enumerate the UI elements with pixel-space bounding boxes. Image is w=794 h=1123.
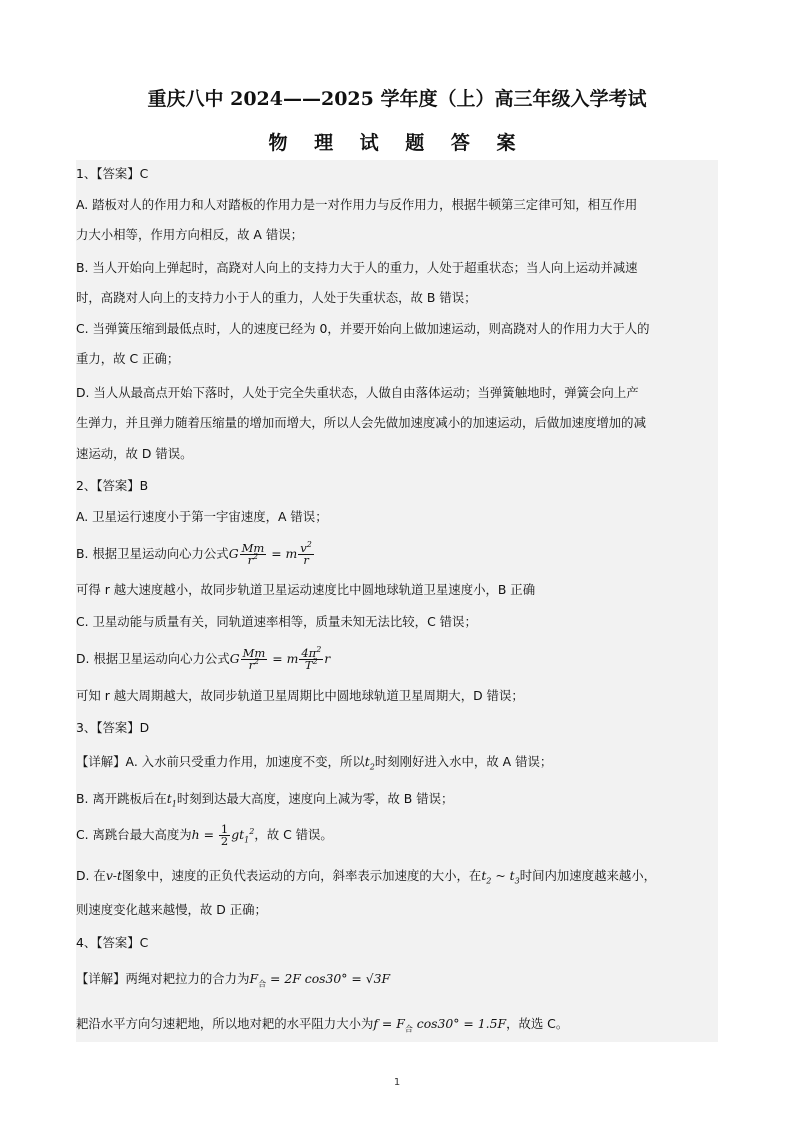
- q4-formula-resultant: $F_合 = 2F$ cos30° = √3F: [249, 971, 391, 989]
- q2-formula-velocity: G $\frac{Mm}{r^2}$ = m $\frac{v^2}{r}$: [228, 539, 312, 567]
- q1-option-d-line2: 生弹力，并且弹力随着压缩量的增加而增大，所以人会先做加速度减小的加速运动，后做加速度增加的减: [76, 415, 646, 430]
- q2-option-c: C. 卫星动能与质量有关，同轨道速率相等，质量未知无法比较，C 错误；: [76, 614, 477, 629]
- q3-option-b-tail: 时刻到达最大高度，速度向上减为零，故 B 错误；: [176, 791, 454, 806]
- page-number: 1: [393, 1077, 401, 1088]
- q1-option-b-line2: 时，高跷对人向上的支持力小于人的重力，人处于失重状态，故 B 错误；: [76, 290, 477, 305]
- q4-detail-line2: [76, 1014, 718, 1034]
- q2-option-b: [76, 540, 718, 568]
- q3-option-c: [76, 821, 718, 849]
- q2-option-b-text: B. 根据卫星运动向心力公式: [76, 546, 229, 561]
- q3-option-a-text: 【详解】A. 入水前只受重力作用，加速度不变，所以: [76, 754, 365, 769]
- q4-detail-tail: ，故选 C。: [506, 1016, 569, 1031]
- q4-detail-text: 【详解】两绳对耙拉力的合力为: [76, 971, 250, 986]
- q3-option-a: [76, 752, 718, 772]
- q3-option-d-line2: 则速度变化越来越慢，故 D 正确；: [76, 902, 267, 917]
- page-title: 重庆八中 2024——2025 学年度（上）高三年级入学考试: [147, 88, 647, 110]
- q2-answer-heading: 2、【答案】B: [76, 478, 149, 493]
- q3-symbol-vt: v-t: [105, 868, 122, 883]
- q2-option-b-conclusion: 可得 r 越大速度越小，故同步轨道卫星运动速度比中圆地球轨道卫星速度小，B 正确: [76, 582, 536, 597]
- q2-option-d-text: D. 根据卫星运动向心力公式: [76, 651, 230, 666]
- q4-answer-heading: 4、【答案】C: [76, 935, 149, 950]
- q4-detail-text2: 耙沿水平方向匀速耙地，所以地对耙的水平阻力大小为: [76, 1016, 374, 1031]
- q1-option-c-line2: 重力，故 C 正确；: [76, 351, 180, 366]
- q1-option-c-line1: C. 当弹簧压缩到最低点时，人的速度已经为 0，并要开始向上做加速运动，则高跷对人的作用力大于人的: [76, 321, 650, 336]
- q4-formula-friction: $f = F_合$ cos30° = 1.5F: [373, 1016, 507, 1034]
- q2-option-a: A. 卫星运行速度小于第一宇宙速度，A 错误；: [76, 509, 328, 524]
- q2-formula-period: G $\frac{Mm}{r^2}$ = m $\frac{4\pi^2}{T^2}$ r: [229, 644, 331, 672]
- q1-option-d-line3: 速运动，故 D 错误。: [76, 446, 193, 461]
- q3-symbol-t1: $t_1$: [166, 791, 177, 809]
- page-subtitle: 物 理 试 题 答 案: [268, 132, 526, 154]
- q1-option-a-line2: 力大小相等，作用方向相反，故 A 错误；: [76, 227, 303, 242]
- q3-symbol-t2-t3: $t_2$ ~ $t_3$: [481, 868, 520, 886]
- q2-option-d-conclusion: 可知 r 越大周期越大，故同步轨道卫星周期比中圆地球轨道卫星周期大，D 错误；: [76, 688, 524, 703]
- q2-option-d: [76, 645, 718, 673]
- q3-option-d-tail: 时间内加速度越来越小，: [519, 868, 657, 883]
- q3-option-d-line1: [76, 866, 718, 886]
- q4-detail-line1: [76, 969, 718, 989]
- q3-option-d-mid: 图象中，速度的正负代表运动的方向，斜率表示加速度的大小，在: [121, 868, 482, 883]
- q3-option-c-text: C. 离跳台最大高度为: [76, 827, 192, 842]
- q1-option-a-line1: A. 踏板对人的作用力和人对踏板的作用力是一对作用力与反作用力，根据牛顿第三定律可知，相互作用: [76, 197, 638, 212]
- q1-answer-heading: 1、【答案】C: [76, 166, 149, 181]
- q3-formula-height: h = $\frac{1}{2}$ $gt_1^2$: [191, 821, 255, 848]
- q3-option-a-tail: 时刻刚好进入水中，故 A 错误；: [374, 754, 553, 769]
- q3-answer-heading: 3、【答案】D: [76, 720, 150, 735]
- q1-option-b-line1: B. 当人开始向上弹起时，高跷对人向上的支持力大于人的重力，人处于超重状态；当人向上运动并减速: [76, 260, 638, 275]
- q3-option-b-text: B. 离开跳板后在: [76, 791, 167, 806]
- q3-symbol-t2: $t_2$: [364, 754, 375, 772]
- q3-option-c-tail: ，故 C 错误。: [254, 827, 333, 842]
- q3-option-b: [76, 789, 718, 809]
- q3-option-d-text: D. 在: [76, 868, 106, 883]
- q1-option-d-line1: D. 当人从最高点开始下落时，人处于完全失重状态，人做自由落体运动；当弹簧触地时，弹簧会向上产: [76, 385, 639, 400]
